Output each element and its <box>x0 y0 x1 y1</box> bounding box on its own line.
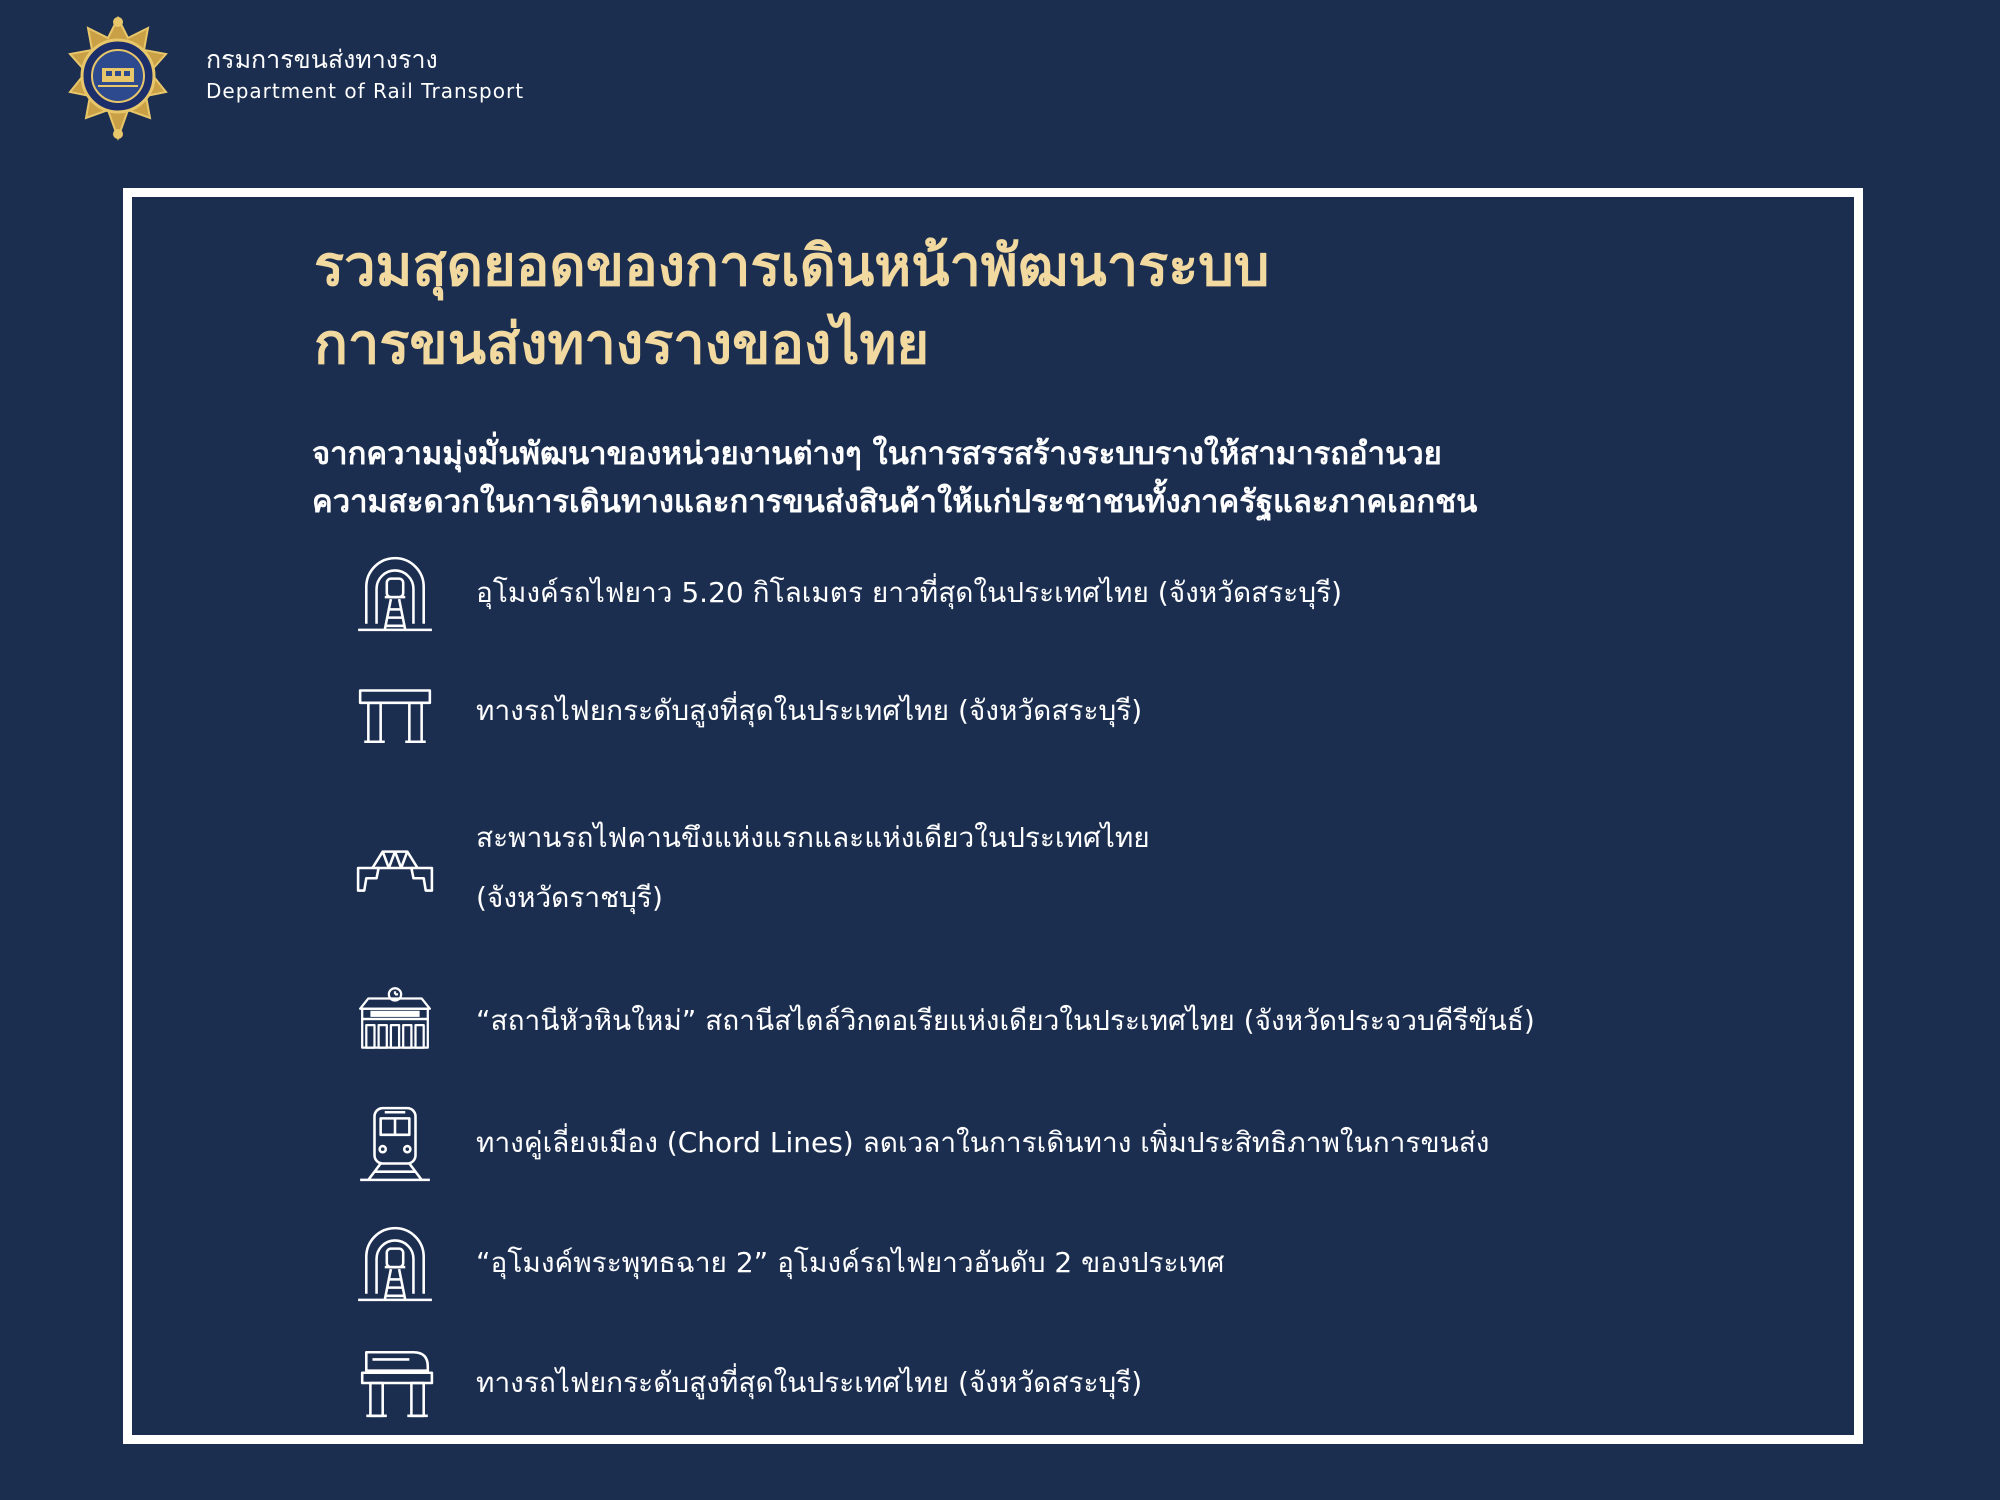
truss-bridge-icon <box>350 823 440 913</box>
page-title <box>314 228 1734 384</box>
item-text-line-1: สะพานรถไฟคานขึงแห่งแรกและแห่งเดียวในประเทศไทย <box>476 821 1150 854</box>
item-text <box>476 808 1150 928</box>
list-item <box>350 1098 1790 1188</box>
org-name-th: กรมการขนส่งทางราง <box>206 45 438 74</box>
item-text: อุโมงค์รถไฟยาว 5.20 กิโลเมตร ยาวที่สุดในประเทศไทย (จังหวัดสระบุรี) <box>476 576 1343 609</box>
elevated-train-icon <box>350 1338 440 1428</box>
tunnel-icon <box>350 1218 440 1308</box>
intro-paragraph <box>312 430 1792 526</box>
train-front-icon <box>350 1098 440 1188</box>
item-text: ทางรถไฟยกระดับสูงที่สุดในประเทศไทย (จังหวัดสระบุรี) <box>476 1366 1143 1399</box>
dept-rail-transport-emblem-icon <box>66 14 170 144</box>
item-text: “อุโมงค์พระพุทธฉาย 2” อุโมงค์รถไฟยาวอันดับ 2 ของประเทศ <box>476 1246 1225 1279</box>
item-text-line-2: (จังหวัดราชบุรี) <box>476 881 663 914</box>
title-line-1: รวมสุดยอดของการเดินหน้าพัฒนาระบบ <box>314 234 1270 299</box>
station-building-icon <box>350 976 440 1066</box>
item-text: ทางคู่เลี่ยงเมือง (Chord Lines) ลดเวลาในการเดินทาง เพิ่มประสิทธิภาพในการขนส่ง <box>476 1126 1490 1159</box>
org-name <box>206 43 524 105</box>
list-item <box>350 548 1790 638</box>
elevated-track-icon <box>350 666 440 756</box>
list-item <box>350 666 1790 756</box>
header <box>66 14 524 144</box>
intro-line-1: จากความมุ่งมั่นพัฒนาของหน่วยงานต่างๆ ในการสรรสร้างระบบรางให้สามารถอำนวย <box>312 436 1442 472</box>
org-name-en: Department of Rail Transport <box>206 79 525 103</box>
title-line-2: การขนส่งทางรางของไทย <box>314 312 930 377</box>
item-text: ทางรถไฟยกระดับสูงที่สุดในประเทศไทย (จังหวัดสระบุรี) <box>476 694 1143 727</box>
intro-line-2: ความสะดวกในการเดินทางและการขนส่งสินค้าให้แก่ประชาชนทั้งภาครัฐและภาคเอกชน <box>312 484 1478 520</box>
list-item <box>350 976 1790 1066</box>
list-item <box>350 1218 1790 1308</box>
list-item <box>350 1338 1790 1428</box>
item-text: “สถานีหัวหินใหม่” สถานีสไตล์วิกตอเรียแห่งเดียวในประเทศไทย (จังหวัดประจวบคีรีขันธ์) <box>476 1004 1535 1037</box>
list-item <box>350 808 1790 928</box>
tunnel-icon <box>350 548 440 638</box>
